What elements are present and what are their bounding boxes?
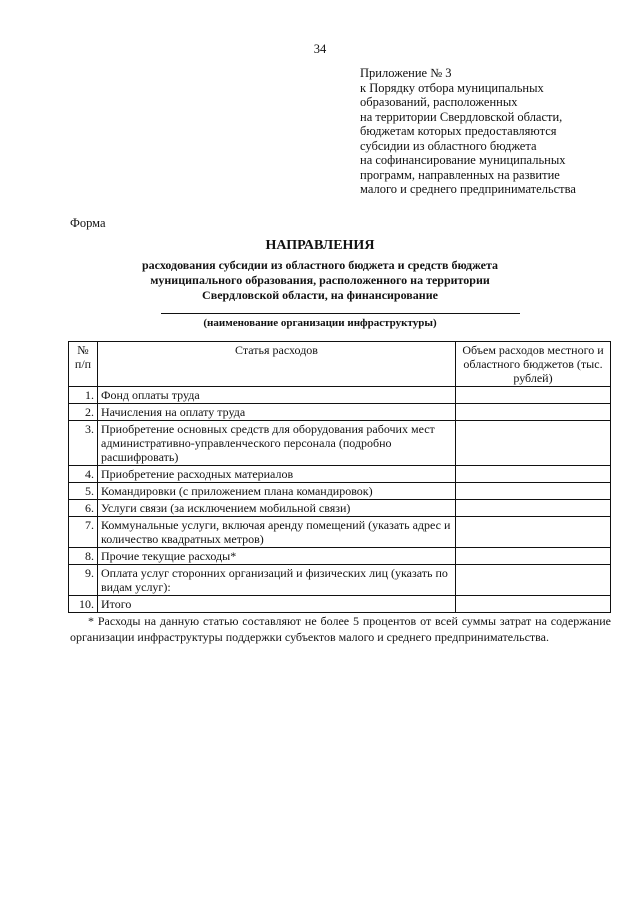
row-item: Приобретение основных средств для оборудования рабочих мест административно-управленческого персонала (подробно расшифровать) bbox=[98, 421, 456, 466]
appendix-line: образований, расположенных bbox=[360, 95, 518, 109]
header-value: Объем расходов местного и областного бюджетов (тыс. рублей) bbox=[456, 342, 611, 387]
row-number: 3. bbox=[69, 421, 98, 466]
row-number: 6. bbox=[69, 500, 98, 517]
appendix-line: малого и среднего предпринимательства bbox=[360, 182, 576, 196]
row-value bbox=[456, 421, 611, 466]
appendix-line: на софинансирование муниципальных bbox=[360, 153, 566, 167]
header-num: № п/п bbox=[69, 342, 98, 387]
table-row bbox=[69, 500, 611, 517]
appendix-line: бюджетам которых предоставляются bbox=[360, 124, 557, 138]
row-item: Коммунальные услуги, включая аренду помещений (указать адрес и количество квадратных метров) bbox=[98, 517, 456, 548]
organization-caption: (наименование организации инфраструктуры) bbox=[203, 317, 437, 329]
row-number: 10. bbox=[69, 596, 98, 613]
row-item: Начисления на оплату труда bbox=[98, 404, 456, 421]
table-row bbox=[69, 517, 611, 548]
row-value bbox=[456, 565, 611, 596]
subtitle-line: расходования субсидии из областного бюджета и средств бюджета bbox=[142, 258, 498, 272]
form-label: Форма bbox=[70, 216, 106, 230]
row-value bbox=[456, 404, 611, 421]
row-value bbox=[456, 517, 611, 548]
table-row bbox=[69, 483, 611, 500]
organization-name-line bbox=[161, 313, 520, 314]
row-number: 7. bbox=[69, 517, 98, 548]
table-row bbox=[69, 596, 611, 613]
table-row bbox=[69, 548, 611, 565]
appendix-line: на территории Свердловской области, bbox=[360, 109, 563, 124]
row-number: 5. bbox=[69, 483, 98, 500]
row-value bbox=[456, 387, 611, 404]
table-row bbox=[69, 387, 611, 404]
row-number: 2. bbox=[69, 404, 98, 421]
row-value bbox=[456, 483, 611, 500]
row-item: Оплата услуг сторонних организаций и физических лиц (указать по видам услуг): bbox=[98, 565, 456, 596]
appendix-line: к Порядку отбора муниципальных bbox=[360, 80, 544, 95]
row-number: 4. bbox=[69, 466, 98, 483]
footnote: * Расходы на данную статью составляют не более 5 процентов от всей суммы затрат на содержание организации инфраструктуры поддержки субъектов малого и среднего предпринимательства. bbox=[70, 614, 611, 644]
row-number: 8. bbox=[69, 548, 98, 565]
row-value bbox=[456, 596, 611, 613]
table-body bbox=[69, 387, 611, 613]
row-number: 1. bbox=[69, 387, 98, 404]
document-title: НАПРАВЛЕНИЯ bbox=[265, 238, 375, 253]
table-header-row bbox=[69, 342, 611, 387]
row-item: Итого bbox=[98, 596, 456, 613]
table-row bbox=[69, 565, 611, 596]
row-item: Приобретение расходных материалов bbox=[98, 466, 456, 483]
subtitle-line: муниципального образования, расположенного на территории bbox=[150, 273, 490, 287]
title-block bbox=[0, 238, 640, 303]
appendix-header bbox=[360, 66, 630, 197]
row-item: Услуги связи (за исключением мобильной связи) bbox=[98, 500, 456, 517]
row-value bbox=[456, 466, 611, 483]
header-item: Статья расходов bbox=[98, 342, 456, 387]
row-item: Фонд оплаты труда bbox=[98, 387, 456, 404]
row-item: Прочие текущие расходы* bbox=[98, 548, 456, 565]
table-row bbox=[69, 466, 611, 483]
appendix-line: Приложение № 3 bbox=[360, 66, 452, 80]
table-row bbox=[69, 404, 611, 421]
appendix-line: программ, направленных на развитие bbox=[360, 167, 560, 182]
appendix-line: субсидии из областного бюджета bbox=[360, 138, 537, 153]
row-number: 9. bbox=[69, 565, 98, 596]
expenses-table bbox=[68, 341, 611, 613]
row-item: Командировки (с приложением плана командировок) bbox=[98, 483, 456, 500]
row-value bbox=[456, 500, 611, 517]
subtitle-line: Свердловской области, на финансирование bbox=[202, 288, 438, 302]
page-number: 34 bbox=[313, 42, 327, 56]
table-row bbox=[69, 421, 611, 466]
row-value bbox=[456, 548, 611, 565]
